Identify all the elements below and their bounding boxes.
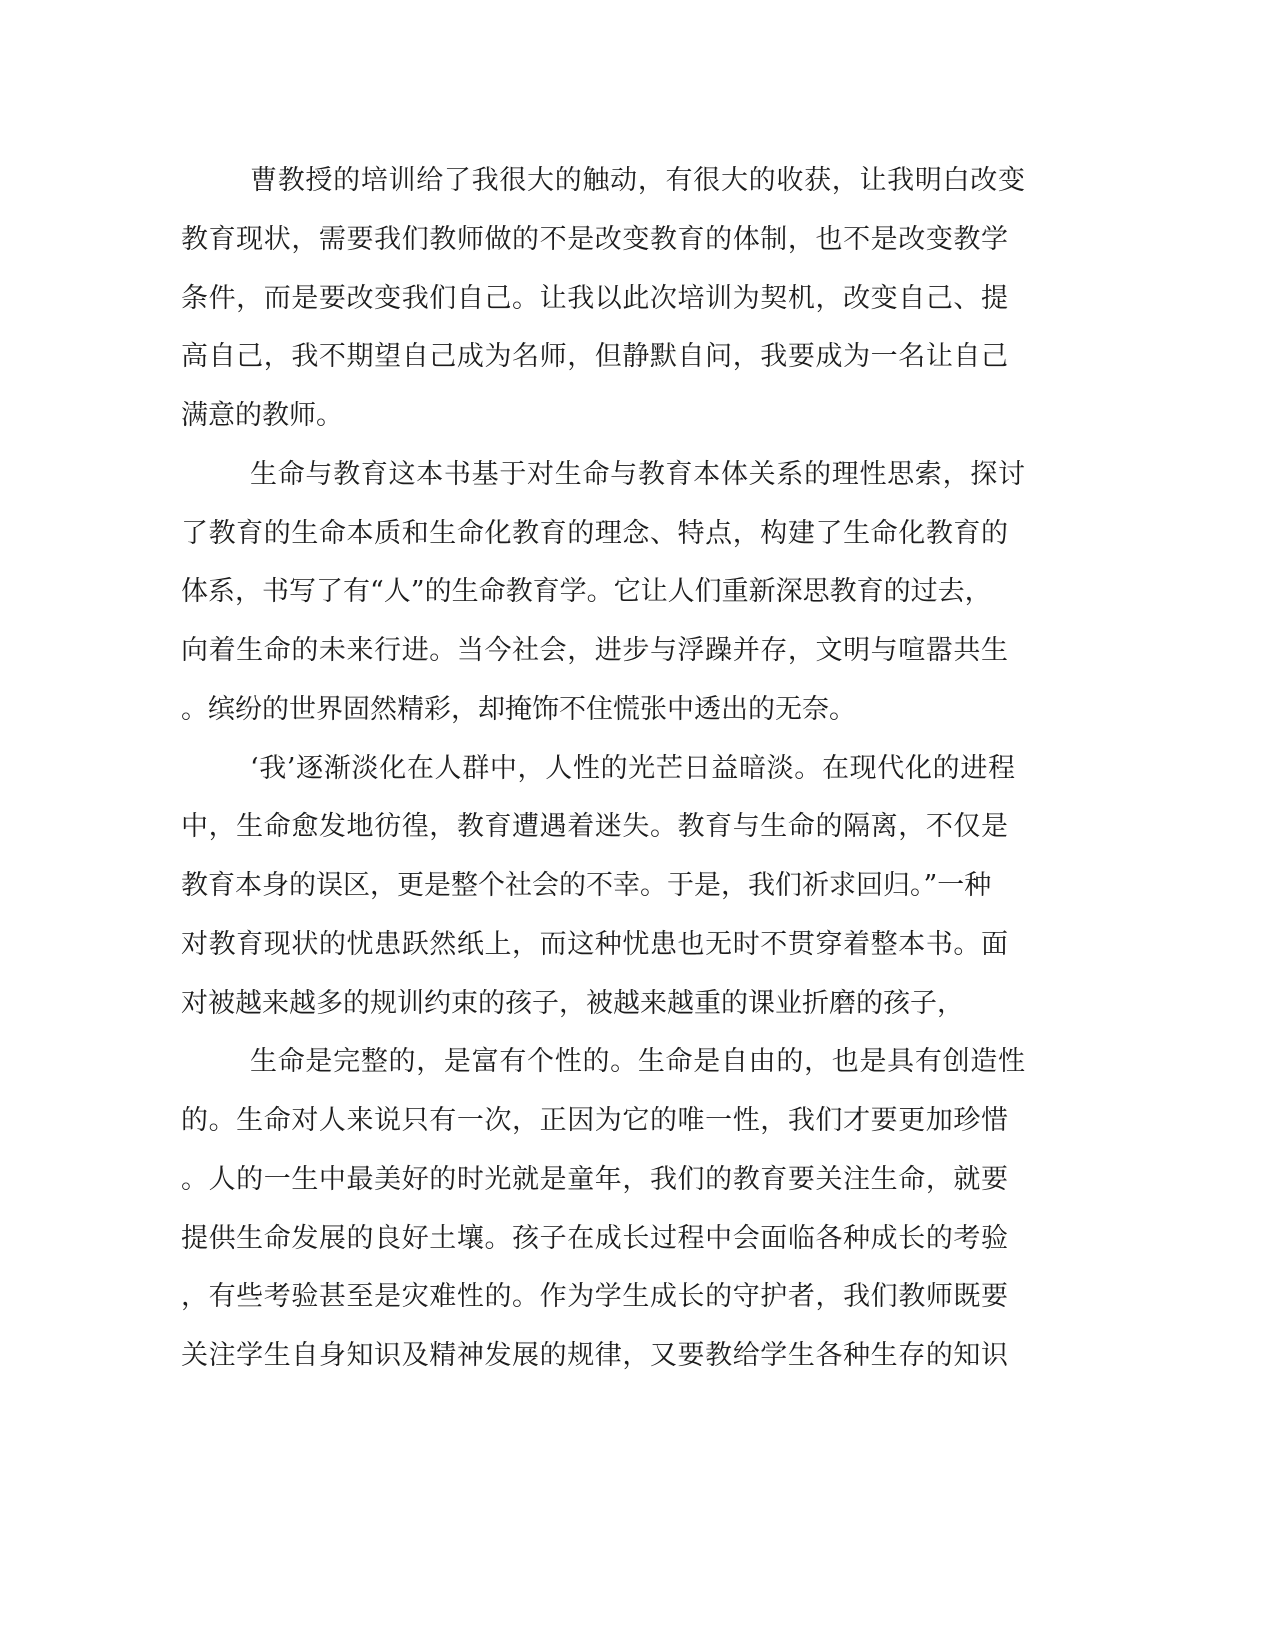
paragraph-line: 教育现状，需要我们教师做的不是改变教育的体制，也不是改变教学: [181, 223, 1008, 255]
paragraph-line: 的。生命对人来说只有一次，正因为它的唯一性，我们才要更加珍惜: [181, 1105, 1008, 1136]
paragraph-line: 对教育现状的忧患跃然纸上，而这种忧患也无时不贯穿着整本书。面: [181, 928, 1008, 960]
paragraph-line: ，有些考验甚至是灾难性的。作为学生成长的守护者，我们教师既要: [181, 1281, 1008, 1313]
paragraph-line: 向着生命的未来行进。当今社会，进步与浮躁并存，文明与喧嚣共生: [181, 635, 1008, 666]
paragraph-line: 对被越来越多的规训约束的孩子，被越来越重的课业折磨的孩子，: [181, 987, 964, 1019]
paragraph-2: [181, 446, 1081, 740]
paragraph-line: 曹教授的培训给了我很大的触动，有很大的收获，让我明白改变: [250, 165, 1025, 196]
document-body: [181, 152, 1081, 1386]
paragraph-line: 关注学生自身知识及精神发展的规律，又要教给学生各种生存的知识: [181, 1340, 1008, 1371]
paragraph-4: [181, 1033, 1081, 1386]
paragraph-line: 生命与教育这本书基于对生命与教育本体关系的理性思索，探讨: [250, 458, 1025, 490]
paragraph-line: 教育本身的误区，更是整个社会的不幸。于是，我们祈求回归。”一种: [181, 870, 992, 901]
paragraph-line: 。人的一生中最美好的时光就是童年，我们的教育要关注生命，就要: [181, 1163, 1008, 1195]
paragraph-line: 了教育的生命本质和生命化教育的理念、特点，构建了生命化教育的: [181, 517, 1008, 549]
paragraph-line: 。缤纷的世界固然精彩，却掩饰不住慌张中透出的无奈。: [181, 693, 856, 725]
paragraph-1: [181, 152, 1081, 446]
paragraph-line: 中，生命愈发地彷徨，教育遭遇着迷失。教育与生命的隔离，不仅是: [181, 811, 1008, 843]
paragraph-line: ‘我’逐渐淡化在人群中，人性的光芒日益暗淡。在现代化的进程: [250, 752, 1015, 784]
paragraph-line: 满意的教师。: [181, 400, 343, 431]
paragraph-line: 体系，书写了有“人”的生命教育学。它让人们重新深思教育的过去，: [181, 576, 992, 608]
paragraph-line: 提供生命发展的良好土壤。孩子在成长过程中会面临各种成长的考验: [181, 1222, 1008, 1254]
paragraph-line: 条件，而是要改变我们自己。让我以此次培训为契机，改变自己、提: [181, 282, 1008, 314]
paragraph-line: 生命是完整的，是富有个性的。生命是自由的，也是具有创造性: [250, 1046, 1025, 1078]
paragraph-line: 高自己，我不期望自己成为名师，但静默自问，我要成为一名让自己: [181, 341, 1008, 373]
paragraph-3: [181, 740, 1081, 1034]
